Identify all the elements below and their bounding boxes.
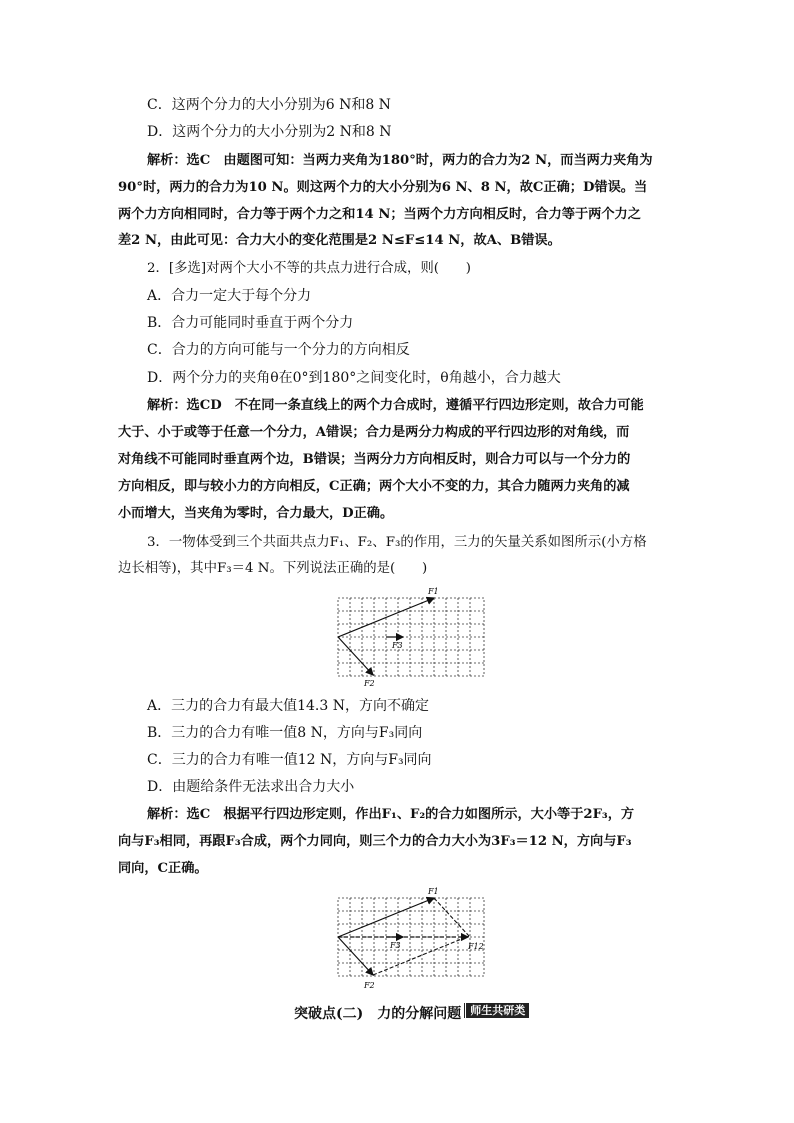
explanation-line: 差2 N，由此可见：合力大小的变化范围是2 N≤F≤14 N，故A、B错误。 [118, 233, 561, 248]
section-badge: 师生共研类 [463, 1003, 529, 1018]
explanation-line: 大于、小于或等于任意一个分力，A错误；合力是两分力构成的平行四边形的对角线，而 [118, 425, 630, 440]
explanation-line: 90°时，两力的合力为10 N。则这两个力的大小分别为6 N、8 N，故C正确；D错误。当 [118, 180, 648, 195]
question-2-stem: 2．[多选]对两个大小不等的共点力进行合成，则( ) [147, 261, 472, 276]
parallelogram-side [434, 898, 469, 936]
explanation-line: 解析：选C 由题图可知：当两力夹角为180°时，两力的合力为2 N，而当两力夹角为 [147, 153, 653, 168]
question-3-stem: 边长相等)，其中F₃＝4 N。下列说法正确的是( ) [118, 561, 428, 576]
option-c: C．合力的方向可能与一个分力的方向相反 [147, 342, 410, 358]
option-b: B．合力可能同时垂直于两个分力 [147, 315, 354, 331]
option-b: B．三力的合力有唯一值8 N，方向与F₃同向 [147, 725, 423, 741]
grid [338, 598, 484, 676]
label-f2: F2 [364, 679, 375, 688]
parallelogram-side [373, 936, 469, 975]
explanation-line: 向与F₃相同，再跟F₃合成，两个力同向，则三个力的合力大小为3F₃＝12 N，方向与F₃ [118, 834, 632, 849]
label-f1: F1 [428, 887, 439, 896]
section-heading [294, 1003, 529, 1024]
label-f1: F1 [428, 587, 439, 596]
label-f12: F12 [468, 942, 484, 951]
force-vector-diagram-1 [328, 584, 493, 690]
vector-f2 [338, 937, 373, 975]
label-f3: F3 [390, 941, 401, 950]
explanation-line: 两个力方向相同时，合力等于两个力之和14 N；当两个力方向相反时，合力等于两个力之 [118, 207, 641, 222]
option-d: D．由题给条件无法求出合力大小 [147, 779, 355, 795]
section-title: 突破点(二) 力的分解问题 [294, 1006, 462, 1022]
label-f2: F2 [364, 981, 375, 990]
option-a: A．合力一定大于每个分力 [147, 288, 312, 304]
option-c: C．这两个分力的大小分别为6 N和8 N [147, 97, 391, 113]
option-d: D．这两个分力的大小分别为2 N和8 N [147, 124, 392, 140]
option-c: C．三力的合力有唯一值12 N，方向与F₃同向 [147, 752, 432, 768]
explanation-line: 同向，C正确。 [118, 861, 208, 876]
vector-f2 [338, 637, 373, 675]
label-f3: F3 [392, 641, 403, 650]
explanation-line: 解析：选CD 不在同一条直线上的两个力合成时，遵循平行四边形定则，故合力可能 [147, 398, 644, 413]
force-vector-diagram-2 [328, 884, 496, 992]
explanation-line: 解析：选C 根据平行四边形定则，作出F₁、F₂的合力如图所示，大小等于2F₃，方 [147, 807, 635, 822]
explanation-line: 方向相反，即与较小力的方向相反，C正确；两个大小不变的力，其合力随两力夹角的减 [118, 479, 630, 494]
option-d: D．两个分力的夹角θ在0°到180°之间变化时，θ角越小，合力越大 [147, 370, 561, 386]
option-a: A．三力的合力有最大值14.3 N，方向不确定 [147, 698, 429, 714]
question-3-stem: 3．一物体受到三个共面共点力F₁、F₂、F₃的作用，三力的矢量关系如图所示(小方格 [147, 535, 647, 550]
explanation-line: 小而增大，当夹角为零时，合力最大，D正确。 [118, 506, 394, 521]
explanation-line: 对角线不可能同时垂直两个边，B错误；当两分力方向相反时，则合力可以与一个分力的 [118, 452, 631, 467]
